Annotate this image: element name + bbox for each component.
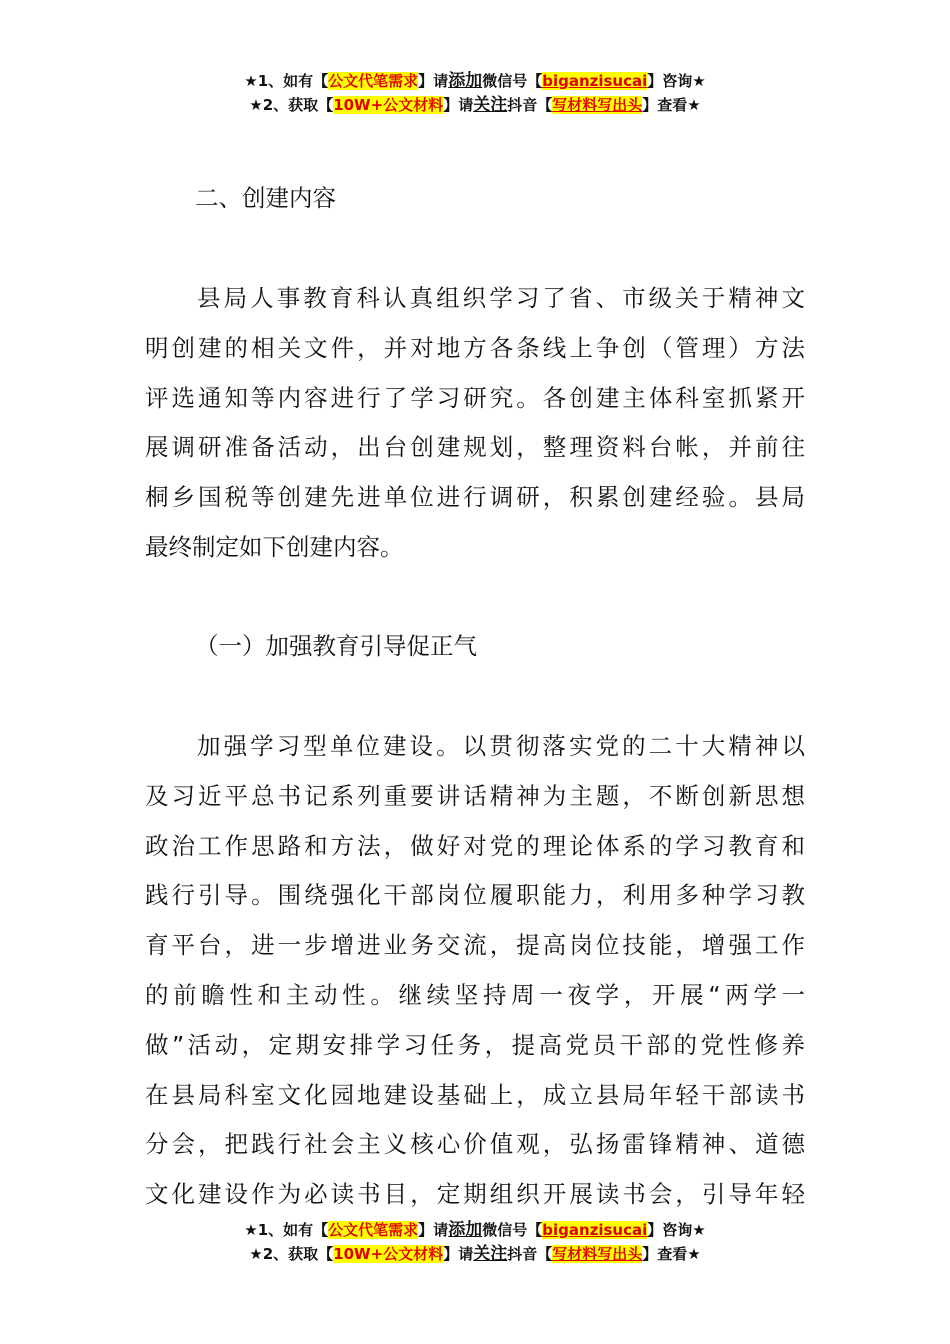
paragraph-line: 在县局科室文化园地建设基础上，成立县局年轻干部读书 [145,1080,805,1109]
promo-banner-top [0,69,950,117]
paragraph-line: 评选通知等内容进行了学习研究。各创建主体科室抓紧开 [145,383,805,412]
paragraph-line: 分会，把践行社会主义核心价值观，弘扬雷锋精神、道德 [145,1130,805,1159]
banner-line-2: ★2、获取【10W+公文材料】请关注抖音【写材料写出头】查看★ [249,95,701,115]
paragraph-line: 加强学习型单位建设。以贯彻落实党的二十大精神以 [197,732,805,760]
banner-line-1: ★1、如有【公文代笔需求】请添加微信号【biganzisucai】咨询★ [244,71,706,91]
promo-banner-bottom [0,1218,950,1266]
banner-line-2: ★2、获取【10W+公文材料】请关注抖音【写材料写出头】查看★ [249,1244,701,1264]
section-title: 二、创建内容 [195,184,336,212]
banner-line-1: ★1、如有【公文代笔需求】请添加微信号【biganzisucai】咨询★ [244,1220,706,1240]
paragraph-line: 践行引导。围绕强化干部岗位履职能力，利用多种学习教 [145,881,805,910]
paragraph-line: 的前瞻性和主动性。继续坚持周一夜学，开展“两学一 [145,981,805,1009]
paragraph-line: 展调研准备活动，出台创建规划，整理资料台帐，并前往 [145,433,805,462]
paragraph-line: 文化建设作为必读书目，定期组织开展读书会，引导年轻 [145,1180,805,1209]
paragraph-line: 桐乡国税等创建先进单位进行调研，积累创建经验。县局 [145,483,805,512]
paragraph-line: 及习近平总书记系列重要讲话精神为主题，不断创新思想 [145,781,805,810]
paragraph-line: 明创建的相关文件，并对地方各条线上争创（管理）方法 [145,333,805,362]
paragraph-line: 做”活动，定期安排学习任务，提高党员干部的党性修养 [145,1030,805,1059]
subsection-title: （一）加强教育引导促正气 [195,632,477,660]
paragraph-line: 最终制定如下创建内容。 [145,533,404,561]
paragraph-line: 县局人事教育科认真组织学习了省、市级关于精神文 [197,284,805,312]
paragraph-line: 政治工作思路和方法，做好对党的理论体系的学习教育和 [145,831,805,860]
paragraph-line: 育平台，进一步增进业务交流，提高岗位技能，增强工作 [145,931,805,960]
